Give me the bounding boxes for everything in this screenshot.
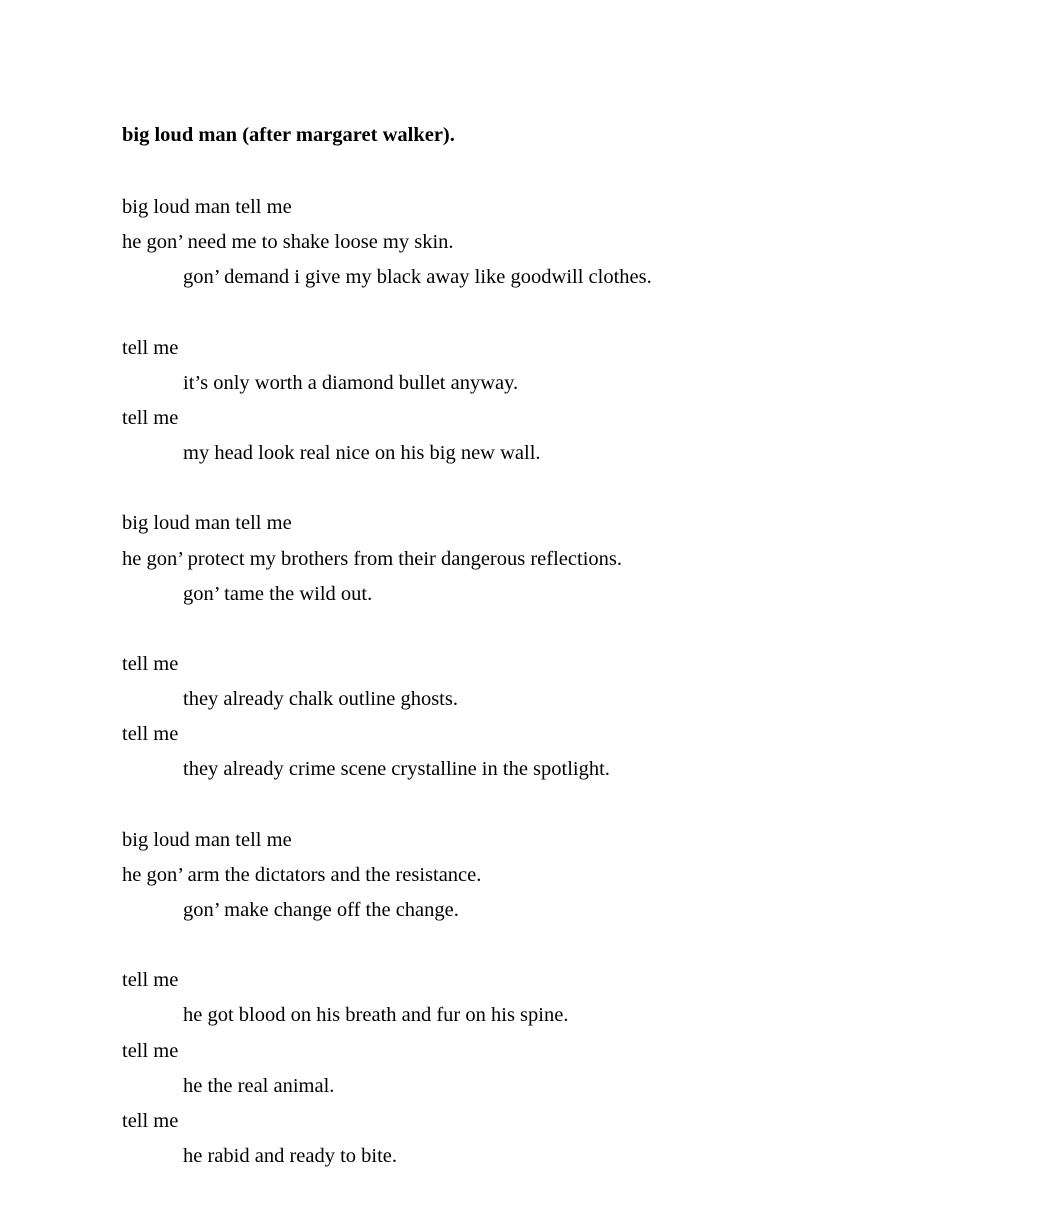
poem-line: he gon’ arm the dictators and the resistance. <box>122 863 482 886</box>
poem-line: big loud man tell me <box>122 196 292 218</box>
poem-line: tell me <box>122 406 179 429</box>
poem-line: tell me <box>122 969 179 992</box>
poem-line-indented: gon’ make change off the change. <box>183 899 459 921</box>
poem-line: tell me <box>122 336 179 359</box>
stanza-2 <box>122 331 1002 472</box>
poem-line: tell me <box>122 1109 179 1132</box>
poem-line: tell me <box>122 1039 179 1062</box>
poem-line-indented: gon’ demand i give my black away like goodwill clothes. <box>183 266 652 289</box>
poem-line-indented: my head look real nice on his big new wall. <box>183 442 541 465</box>
poem-line-indented: they already chalk outline ghosts. <box>183 688 458 711</box>
poem-line-indented: it’s only worth a diamond bullet anyway. <box>183 371 519 394</box>
stanza-4 <box>122 647 1002 788</box>
poem-page <box>122 120 1002 1209</box>
poem-title: big loud man (after margaret walker). <box>122 124 455 146</box>
poem-line: tell me <box>122 723 179 746</box>
poem-line: he gon’ need me to shake loose my skin. <box>122 231 454 254</box>
poem-line-indented: he got blood on his breath and fur on his spine. <box>183 1004 569 1027</box>
poem-line-indented: he rabid and ready to bite. <box>183 1145 398 1168</box>
stanza-6 <box>122 963 1002 1174</box>
poem-line: tell me <box>122 652 179 675</box>
stanza-1 <box>122 190 1002 296</box>
poem-line-indented: he the real animal. <box>183 1074 335 1097</box>
stanza-5 <box>122 823 1002 929</box>
poem-line: he gon’ protect my brothers from their dangerous reflections. <box>122 547 622 570</box>
poem-line: big loud man tell me <box>122 828 292 851</box>
poem-line-indented: gon’ tame the wild out. <box>183 582 373 605</box>
stanza-3 <box>122 506 1002 612</box>
poem-line-indented: they already crime scene crystalline in the spotlight. <box>183 758 610 781</box>
poem-line: big loud man tell me <box>122 512 292 535</box>
